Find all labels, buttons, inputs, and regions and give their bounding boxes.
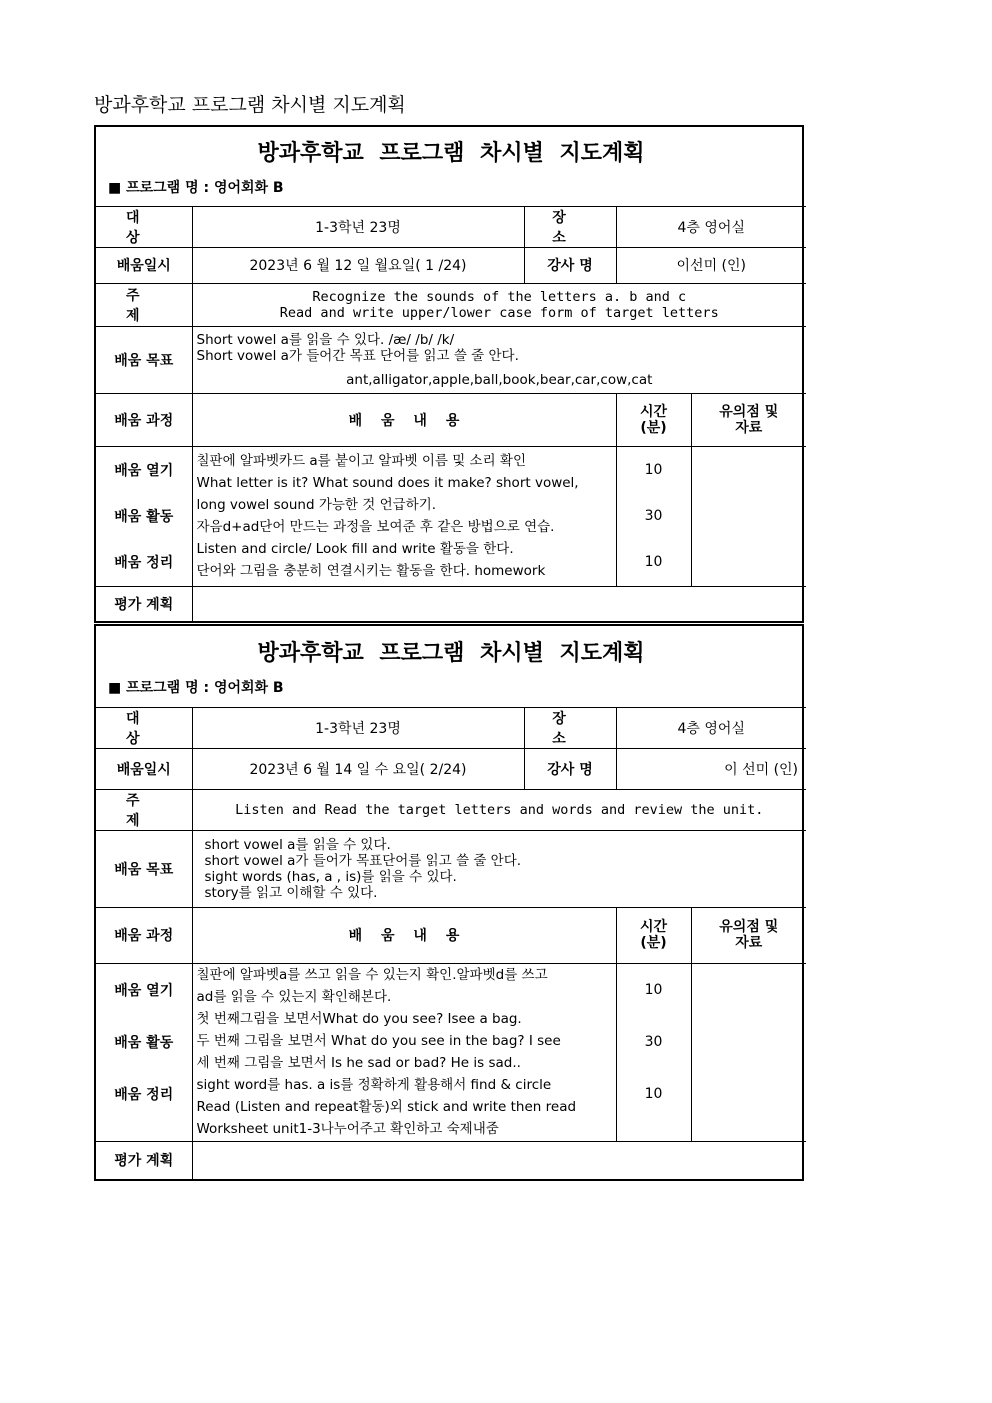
date-value: 2023년 6 월 12 일 월요일( 1 /24) [192,247,524,283]
time-close: 10 [644,554,663,571]
topic-value [192,789,806,830]
content-line: long vowel sound 가능한 것 언급하기. [196,497,437,513]
program-name: ■ 프로그램 명 : 영어회화 B [108,179,284,196]
teacher-value: 이 선미 (인) [616,748,806,789]
document-title: 방과후학교 프로그램 차시별 지도계획 [94,94,406,116]
topic-line: Read and write upper/lower case form of target letters [279,304,719,321]
goal-line: short vowel a가 들어가 목표단어를 읽고 쓸 줄 안다. [204,852,522,869]
process-stages [96,963,192,1141]
content-line: 세 번째 그림을 보면서 Is he sad or bad? He is sad.. [196,1055,521,1071]
content-line: What letter is it? What sound does it make? short vowel, [196,475,579,491]
time-values [616,963,691,1141]
notes-value [691,446,806,586]
process-stages [96,446,192,586]
evaluation-value [192,1141,806,1179]
goal-label: 배움 목표 [96,830,192,907]
place-value: 4층 영어실 [616,707,806,748]
topic-value [192,283,806,326]
content-label: 배 움 내 용 [192,393,616,446]
notes-label: 유의점 및 자료 [691,907,806,963]
notes-label: 유의점 및 자료 [691,393,806,446]
target-value: 1-3학년 23명 [192,707,524,748]
time-close: 10 [644,1085,663,1102]
activity-content [192,446,616,586]
goal-line: Short vowel a가 들어간 목표 단어를 읽고 쓸 줄 안다. [196,347,519,364]
stage-open: 배움 열기 [114,982,174,999]
target-label: 대 상 [96,206,192,247]
time-label: 시간 (분) [616,907,691,963]
date-label: 배움일시 [96,247,192,283]
content-line: 칠판에 알파벳카드 a를 붙이고 알파벳 이름 및 소리 확인 [196,453,527,469]
evaluation-label: 평가 계획 [96,1141,192,1179]
teacher-value: 이선미 (인) [616,247,806,283]
goal-label: 배움 목표 [96,326,192,393]
lesson-plan-2 [94,624,804,1181]
target-label: 대 상 [96,707,192,748]
target-value: 1-3학년 23명 [192,206,524,247]
time-label: 시간 (분) [616,393,691,446]
place-label: 장 소 [524,206,616,247]
content-line: ad를 읽을 수 있는지 확인해본다. [196,989,392,1005]
content-label: 배 움 내 용 [192,907,616,963]
time-activity: 30 [644,1033,663,1050]
program-name: ■ 프로그램 명 : 영어회화 B [108,679,284,696]
date-label: 배움일시 [96,748,192,789]
place-value: 4층 영어실 [616,206,806,247]
time-activity: 30 [644,507,663,524]
activity-content [192,963,616,1141]
process-label: 배움 과정 [96,907,192,963]
process-label: 배움 과정 [96,393,192,446]
plan-title: 방과후학교 프로그램 차시별 지도계획 [257,640,645,666]
place-label: 장 소 [524,707,616,748]
content-line: 칠판에 알파벳a를 쓰고 읽을 수 있는지 확인.알파벳d를 쓰고 [196,967,548,983]
goal-line: short vowel a를 읽을 수 있다. [204,836,391,853]
plan-header [96,626,806,707]
goal-words: ant,alligator,apple,ball,book,bear,car,cow,cat [346,371,653,388]
topic-label: 주 제 [96,283,192,326]
notes-value [691,963,806,1141]
goal-value [192,830,806,907]
stage-activity: 배움 활동 [114,1034,174,1051]
lesson-plan-1 [94,125,804,623]
time-values [616,446,691,586]
goal-line: Short vowel a를 읽을 수 있다. /æ/ /b/ /k/ [196,331,455,348]
topic-line: Recognize the sounds of the letters a. b and c [312,288,687,305]
time-open: 10 [644,981,663,998]
content-line: 단어와 그림을 충분히 연결시키는 활동을 한다. homework [196,563,546,579]
teacher-label: 강사 명 [524,748,616,789]
goal-value [192,326,806,393]
stage-close: 배움 정리 [114,555,174,572]
content-line: 첫 번째그림을 보면서What do you see? Isee a bag. [196,1011,522,1027]
plan-header [96,127,806,206]
topic-line: Listen and Read the target letters and words and review the unit. [235,801,764,818]
evaluation-value [192,586,806,621]
evaluation-label: 평가 계획 [96,586,192,621]
teacher-label: 강사 명 [524,247,616,283]
stage-close: 배움 정리 [114,1086,174,1103]
stage-open: 배움 열기 [114,462,174,479]
stage-activity: 배움 활동 [114,508,174,525]
topic-label: 주 제 [96,789,192,830]
date-value: 2023년 6 월 14 일 수 요일( 2/24) [192,748,524,789]
content-line: sight word를 has. a is를 정확하게 활용해서 find & circle [196,1077,552,1093]
content-line: 두 번째 그림을 보면서 What do you see in the bag? I see [196,1033,561,1049]
content-line: Worksheet unit1-3나누어주고 확인하고 숙제내줌 [196,1121,499,1137]
content-line: Listen and circle/ Look fill and write 활동을 한다. [196,541,514,557]
content-line: 자음d+ad단어 만드는 과정을 보여준 후 같은 방법으로 연습. [196,519,555,535]
content-line: Read (Listen and repeat활동)외 stick and write then read [196,1099,577,1115]
plan-title: 방과후학교 프로그램 차시별 지도계획 [257,140,645,166]
goal-line: story를 읽고 이해할 수 있다. [204,884,378,901]
goal-line: sight words (has, a , is)를 읽을 수 있다. [204,868,457,885]
time-open: 10 [644,461,663,478]
